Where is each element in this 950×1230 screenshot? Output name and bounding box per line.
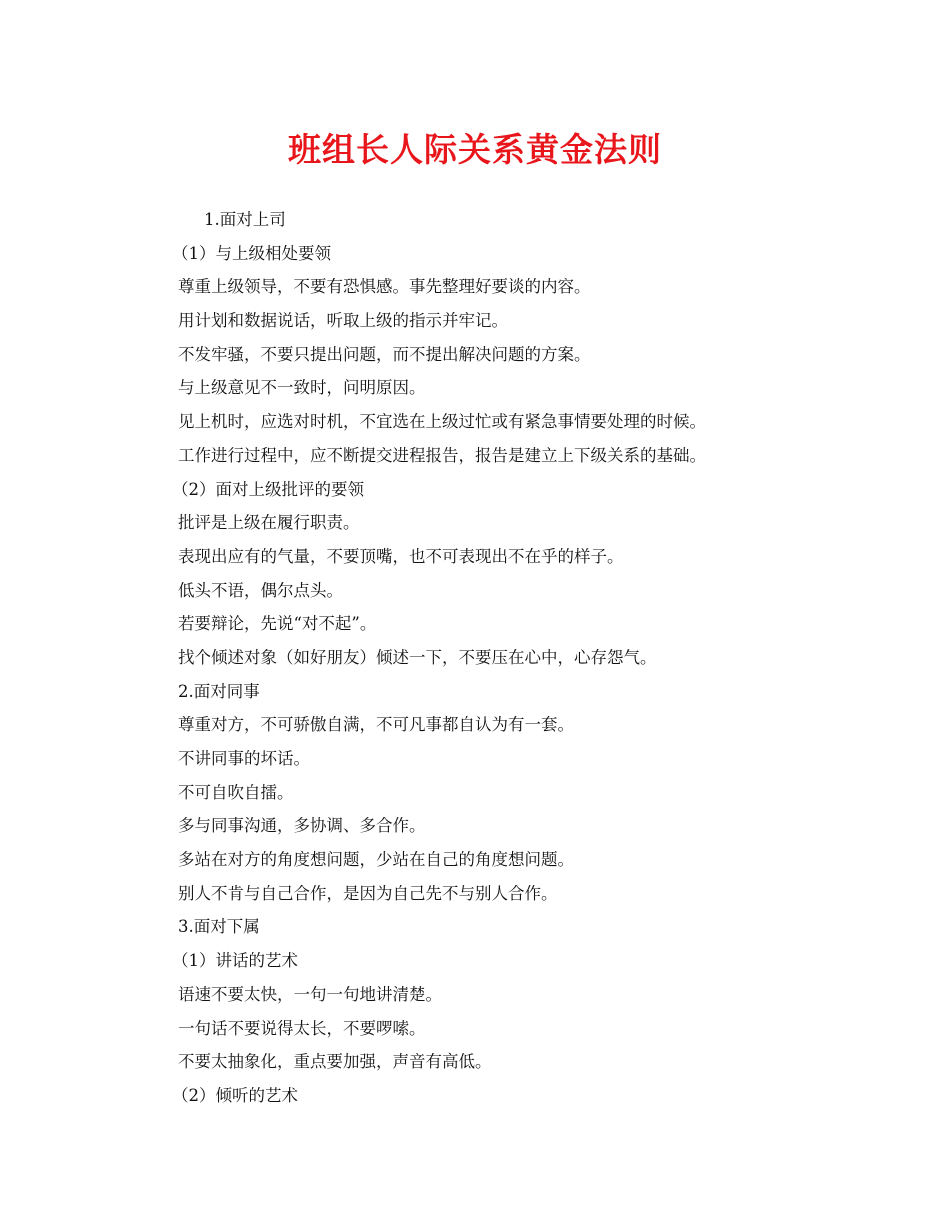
subsection-heading: （2）面对上级批评的要领 <box>172 479 364 499</box>
paragraph-line: 语速不要太快，一句一句地讲清楚。 <box>178 984 442 1004</box>
paragraph-line: 批评是上级在履行职责。 <box>178 513 360 533</box>
document-title: 班组长人际关系黄金法则 <box>288 130 662 169</box>
paragraph-line: 一句话不要说得太长，不要啰嗦。 <box>178 1018 426 1038</box>
paragraph-line: 尊重对方，不可骄傲自满，不可凡事都自认为有一套。 <box>178 715 574 735</box>
paragraph-line: 工作进行过程中，应不断提交进程报告，报告是建立上下级关系的基础。 <box>178 445 706 465</box>
paragraph-line: 不讲同事的坏话。 <box>178 749 310 768</box>
paragraph-line: 不可自吹自擂。 <box>178 782 294 802</box>
subsection-heading: （2）倾听的艺术 <box>172 1085 298 1105</box>
paragraph-line: 别人不肯与自己合作，是因为自己先不与别人合作。 <box>178 883 558 903</box>
paragraph-line: 不要太抽象化，重点要加强，声音有高低。 <box>178 1052 492 1072</box>
paragraph-line: 找个倾述对象（如好朋友）倾述一下，不要压在心中，心存怨气。 <box>178 647 657 667</box>
paragraph-line: 用计划和数据说话，听取上级的指示并牢记。 <box>178 311 508 331</box>
section-heading-colleagues: 2.面对同事 <box>178 681 260 701</box>
paragraph-line: 不发牢骚，不要只提出问题，而不提出解决问题的方案。 <box>178 344 591 364</box>
paragraph-line: 见上机时，应选对时机，不宜选在上级过忙或有紧急事情要处理的时候。 <box>178 412 706 432</box>
paragraph-line: 多站在对方的角度想问题，少站在自己的角度想问题。 <box>178 850 574 870</box>
paragraph-line: 低头不语，偶尔点头。 <box>178 580 343 600</box>
paragraph-line: 表现出应有的气量，不要顶嘴，也不可表现出不在乎的样子。 <box>178 546 624 566</box>
section-heading-subordinates: 3.面对下属 <box>178 917 260 937</box>
subsection-heading: （1）讲话的艺术 <box>172 951 298 971</box>
paragraph-line: 多与同事沟通，多协调、多合作。 <box>178 816 426 836</box>
section-heading-superior: 1.面对上司 <box>204 210 286 229</box>
paragraph-line: 与上级意见不一致时，问明原因。 <box>178 378 426 398</box>
subsection-heading: （1）与上级相处要领 <box>172 243 331 263</box>
paragraph-line: 尊重上级领导，不要有恐惧感。事先整理好要谈的内容。 <box>178 277 591 297</box>
document-body <box>172 203 898 1113</box>
paragraph-line: 若要辩论，先说“对不起”。 <box>178 614 377 634</box>
